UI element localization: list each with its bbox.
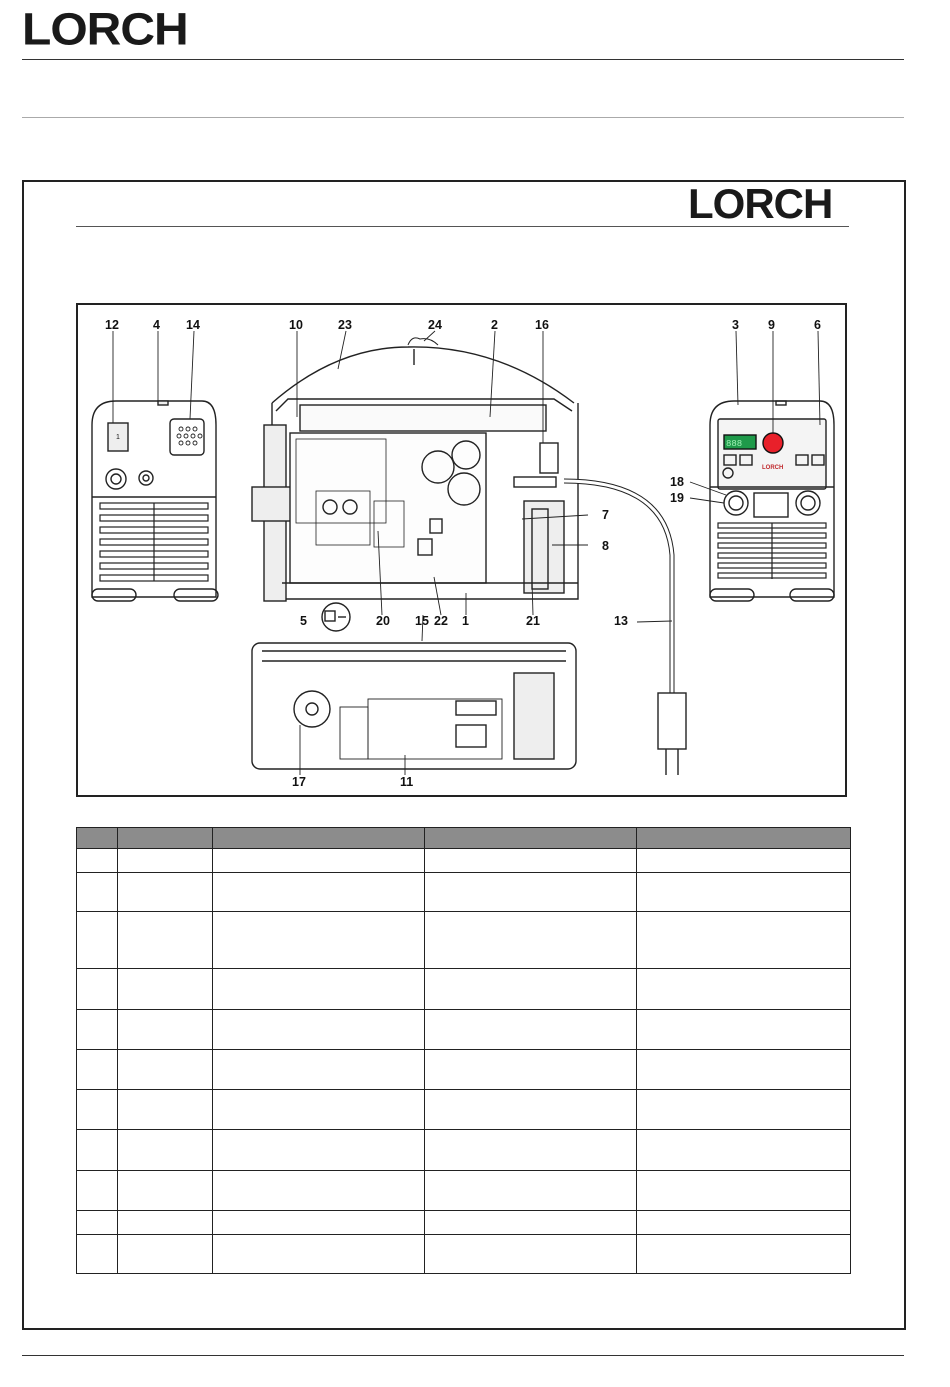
table-row <box>77 1211 851 1235</box>
table-cell <box>425 1211 637 1235</box>
table-cell <box>118 1010 213 1050</box>
table-cell <box>77 873 118 912</box>
callout-1: 1 <box>462 614 469 628</box>
table-cell <box>637 1130 851 1171</box>
callout-17: 17 <box>292 775 306 789</box>
table-cell <box>118 849 213 873</box>
table-row <box>77 1235 851 1274</box>
table-cell <box>425 1235 637 1274</box>
col-header <box>118 828 213 849</box>
callout-15: 15 <box>415 614 429 628</box>
parts-table <box>76 827 851 1274</box>
table-cell <box>213 1090 425 1130</box>
callout-4: 4 <box>153 318 160 332</box>
table-cell <box>213 969 425 1010</box>
callout-21: 21 <box>526 614 540 628</box>
table-cell <box>425 873 637 912</box>
callout-12: 12 <box>105 318 119 332</box>
table-row <box>77 1050 851 1090</box>
brand-logo: LORCH <box>22 4 188 55</box>
callout-19: 19 <box>670 491 684 505</box>
table-cell <box>213 1211 425 1235</box>
table-cell <box>77 969 118 1010</box>
table-row <box>77 1171 851 1211</box>
side-view <box>252 338 578 601</box>
panel-rule <box>76 226 849 227</box>
socket-pins <box>177 427 202 445</box>
callout-13: 13 <box>614 614 628 628</box>
callout-10: 10 <box>289 318 303 332</box>
table-cell <box>118 1171 213 1211</box>
table-cell <box>77 912 118 969</box>
table-cell <box>77 1211 118 1235</box>
header-rule <box>22 59 904 60</box>
table-cell <box>637 912 851 969</box>
top-view <box>252 643 576 769</box>
table-cell <box>637 1171 851 1211</box>
parts-table-header <box>77 828 851 849</box>
callout-16: 16 <box>535 318 549 332</box>
callout-2: 2 <box>491 318 498 332</box>
table-row <box>77 969 851 1010</box>
table-cell <box>213 873 425 912</box>
table-cell <box>425 1130 637 1171</box>
table-cell <box>637 1010 851 1050</box>
table-row <box>77 873 851 912</box>
table-cell <box>637 969 851 1010</box>
table-cell <box>118 1130 213 1171</box>
table-cell <box>637 1211 851 1235</box>
table-cell <box>425 1050 637 1090</box>
table-cell <box>425 912 637 969</box>
front-display: 888 <box>726 439 743 449</box>
table-row <box>77 912 851 969</box>
table-cell <box>425 849 637 873</box>
table-cell <box>637 873 851 912</box>
table-cell <box>213 1130 425 1171</box>
callout-14: 14 <box>186 318 200 332</box>
callout-8: 8 <box>602 539 609 553</box>
table-cell <box>118 1090 213 1130</box>
footer-rule <box>22 1355 904 1356</box>
table-cell <box>77 849 118 873</box>
table-cell <box>425 1090 637 1130</box>
table-cell <box>425 969 637 1010</box>
table-cell <box>213 849 425 873</box>
callout-24: 24 <box>428 318 442 332</box>
table-cell <box>118 912 213 969</box>
table-cell <box>213 1050 425 1090</box>
front-view <box>710 401 834 601</box>
table-row <box>77 849 851 873</box>
table-row <box>77 1090 851 1130</box>
table-cell <box>77 1171 118 1211</box>
table-cell <box>118 1050 213 1090</box>
col-header <box>637 828 851 849</box>
table-cell <box>637 1090 851 1130</box>
table-cell <box>637 1050 851 1090</box>
callout-23: 23 <box>338 318 352 332</box>
table-row <box>77 1010 851 1050</box>
table-cell <box>213 912 425 969</box>
table-cell <box>213 1235 425 1274</box>
table-cell <box>425 1010 637 1050</box>
callout-6: 6 <box>814 318 821 332</box>
header-subrule <box>22 117 904 118</box>
callout-5: 5 <box>300 614 307 628</box>
rear-vents <box>100 503 208 581</box>
rear-view <box>92 401 218 601</box>
callout-18: 18 <box>670 475 684 489</box>
table-cell <box>77 1010 118 1050</box>
panel-brand-logo: LORCH <box>688 180 833 227</box>
col-header <box>425 828 637 849</box>
col-header <box>77 828 118 849</box>
table-cell <box>118 1235 213 1274</box>
front-brand: LORCH <box>762 465 784 471</box>
table-cell <box>77 1090 118 1130</box>
table-row <box>77 1130 851 1171</box>
power-switch-label: 1 <box>116 434 120 441</box>
callout-7: 7 <box>602 508 609 522</box>
table-cell <box>118 969 213 1010</box>
device-diagram <box>76 303 847 797</box>
table-cell <box>213 1171 425 1211</box>
table-cell <box>77 1235 118 1274</box>
table-cell <box>637 849 851 873</box>
device-diagram-svg <box>78 305 845 795</box>
table-cell <box>637 1235 851 1274</box>
table-cell <box>118 873 213 912</box>
table-cell <box>77 1130 118 1171</box>
table-cell <box>77 1050 118 1090</box>
table-cell <box>213 1010 425 1050</box>
col-header <box>213 828 425 849</box>
table-cell <box>118 1211 213 1235</box>
callout-22: 22 <box>434 614 448 628</box>
callout-11: 11 <box>400 775 414 789</box>
callout-9: 9 <box>768 318 775 332</box>
callout-3: 3 <box>732 318 739 332</box>
table-cell <box>425 1171 637 1211</box>
callout-20: 20 <box>376 614 390 628</box>
